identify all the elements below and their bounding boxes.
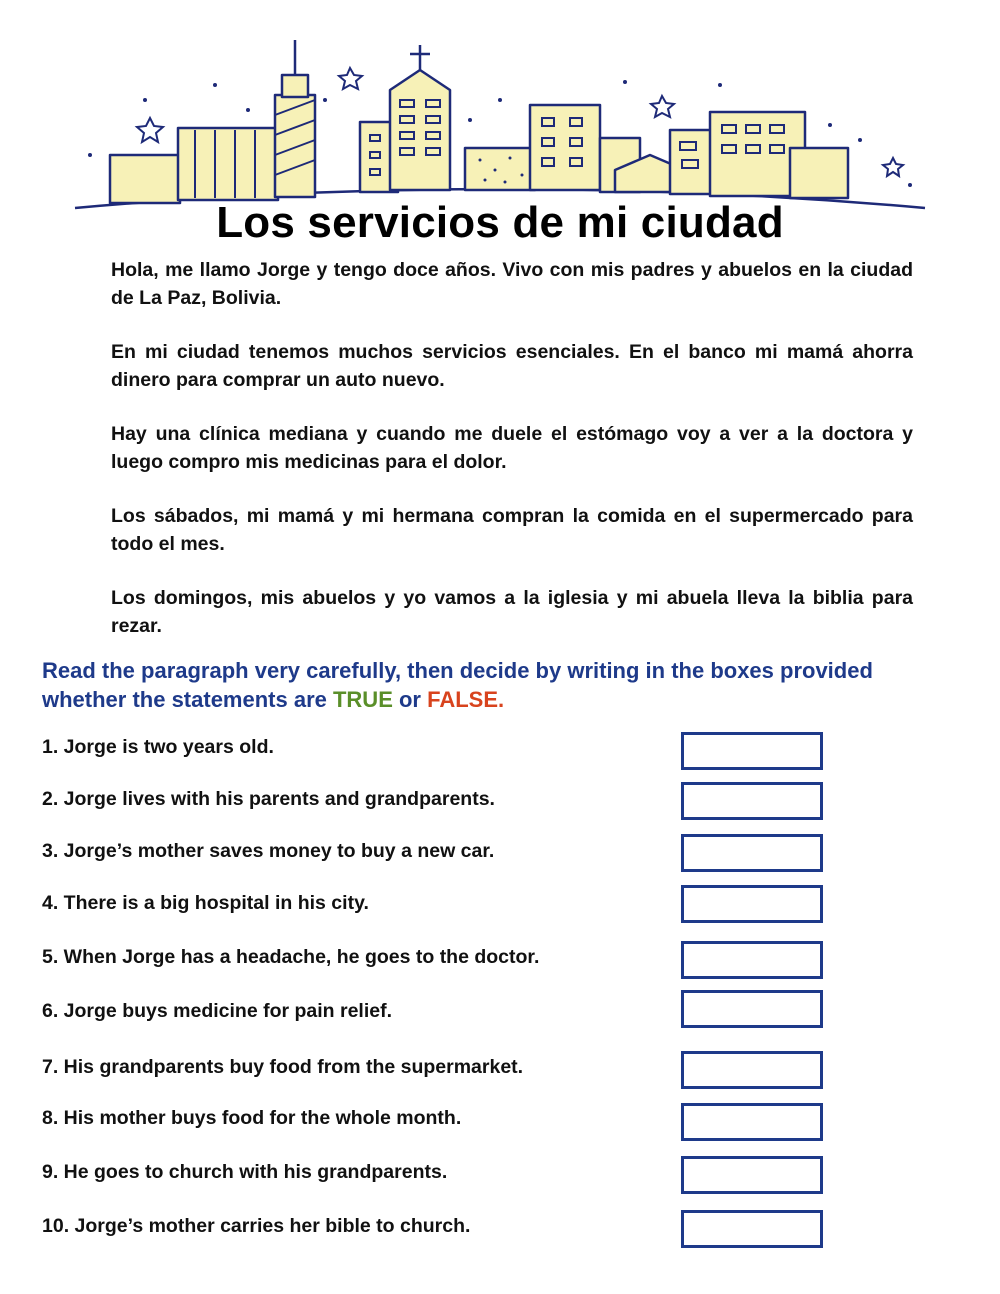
statement-2: 2. Jorge lives with his parents and grandparents. (42, 788, 495, 810)
answer-box-8[interactable] (681, 1103, 823, 1141)
statement-4: 4. There is a big hospital in his city. (42, 892, 369, 914)
passage-paragraph-4: Los sábados, mi mamá y mi hermana compran la comida en el supermercado para todo el mes. (111, 505, 913, 555)
answer-box-2[interactable] (681, 782, 823, 820)
statement-6: 6. Jorge buys medicine for pain relief. (42, 1000, 393, 1022)
false-word: FALSE. (427, 687, 505, 712)
city-skyline-illustration (70, 30, 930, 220)
statement-8: 8. His mother buys food for the whole month. (42, 1107, 462, 1129)
passage-paragraph-5: Los domingos, mis abuelos y yo vamos a la iglesia y mi abuela lleva la biblia para rezar. (111, 587, 913, 637)
statement-1: 1. Jorge is two years old. (42, 736, 274, 758)
statement-3: 3. Jorge’s mother saves money to buy a new car. (42, 840, 495, 862)
statement-10: 10. Jorge’s mother carries her bible to church. (42, 1215, 471, 1237)
answer-box-1[interactable] (681, 732, 823, 770)
answer-box-7[interactable] (681, 1051, 823, 1089)
statement-7: 7. His grandparents buy food from the supermarket. (42, 1056, 524, 1078)
answer-box-4[interactable] (681, 885, 823, 923)
true-word: TRUE (332, 687, 393, 712)
answer-box-10[interactable] (681, 1210, 823, 1248)
page-title: Los servicios de mi ciudad (216, 198, 784, 247)
passage-paragraph-3: Hay una clínica mediana y cuando me duele el estómago voy a ver a la doctora y luego compro mis medicinas para el dolor. (111, 423, 913, 473)
reading-passage (111, 256, 913, 666)
statement-9: 9. He goes to church with his grandparents. (42, 1161, 448, 1183)
or-word: or (392, 687, 428, 712)
passage-paragraph-2: En mi ciudad tenemos muchos servicios esenciales. En el banco mi mamá ahorra dinero para comprar un auto nuevo. (111, 341, 913, 391)
statement-5: 5. When Jorge has a headache, he goes to the doctor. (42, 946, 540, 968)
answer-box-6[interactable] (681, 990, 823, 1028)
passage-paragraph-1: Hola, me llamo Jorge y tengo doce años. Vivo con mis padres y abuelos en la ciudad de La Paz, Bolivia. (111, 259, 913, 309)
answer-box-5[interactable] (681, 941, 823, 979)
instructions-main: Read the paragraph very carefully, then decide by writing in the boxes provided whether the statements are (42, 658, 873, 712)
answer-box-3[interactable] (681, 834, 823, 872)
answer-box-9[interactable] (681, 1156, 823, 1194)
instructions-text (42, 656, 942, 714)
